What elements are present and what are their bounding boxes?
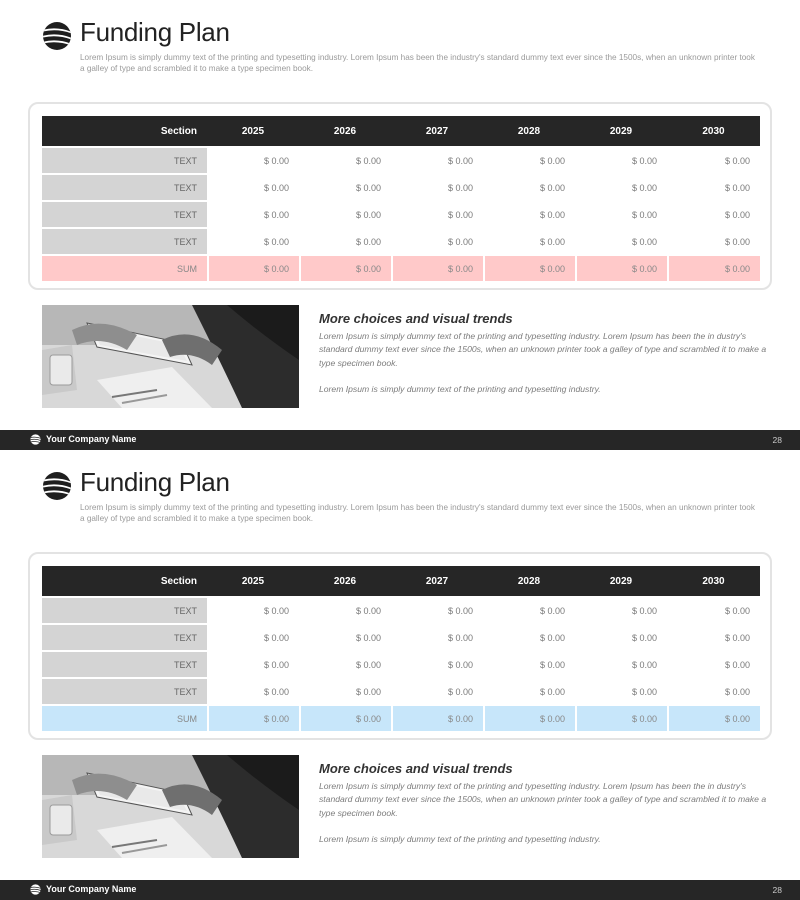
table-cell: $ 0.00 xyxy=(263,236,289,247)
table-cell: $ 0.00 xyxy=(263,686,289,697)
globe-logo-icon xyxy=(30,434,41,445)
table-cell: $ 0.00 xyxy=(447,209,473,220)
table-header-row xyxy=(42,116,760,146)
sum-row xyxy=(42,706,760,731)
row-label: TEXT xyxy=(42,679,207,704)
footer-company-name: Your Company Name xyxy=(46,434,137,444)
sum-cell: $ 0.00 xyxy=(207,706,299,731)
table-cell: $ 0.00 xyxy=(355,182,381,193)
page-subtitle: Lorem Ipsum is simply dummy text of the printing and typesetting industry. Lorem Ipsum has been the industry's standard dummy text ever since the 1500s, when an unknown printer took a galley of type and scrambled it to make a type specimen book. xyxy=(80,503,755,523)
table-cell: $ 0.00 xyxy=(724,686,750,697)
table-cell: $ 0.00 xyxy=(539,632,565,643)
table-cell: $ 0.00 xyxy=(539,236,565,247)
table-cell: $ 0.00 xyxy=(724,659,750,670)
table-row xyxy=(42,202,760,227)
table-cell: $ 0.00 xyxy=(724,155,750,166)
sum-label: SUM xyxy=(42,706,207,731)
table-cell: $ 0.00 xyxy=(263,659,289,670)
header-cell: 2025 xyxy=(207,116,299,146)
body-paragraph: Lorem Ipsum is simply dummy text of the printing and typesetting industry. Lorem Ipsum has been the in dustry's standard dummy text ever since the 1500s, when an unknown printer took a galley of type and scrambled it to make a type specimen book. xyxy=(319,331,767,368)
header-cell: 2028 xyxy=(483,116,575,146)
table-cell: $ 0.00 xyxy=(447,182,473,193)
funding-table xyxy=(42,564,760,733)
table-cell: $ 0.00 xyxy=(263,155,289,166)
body-paragraph: Lorem Ipsum is simply dummy text of the printing and typesetting industry. xyxy=(319,834,601,845)
table-cell: $ 0.00 xyxy=(263,209,289,220)
table-row xyxy=(42,148,760,173)
body-paragraph: Lorem Ipsum is simply dummy text of the printing and typesetting industry. xyxy=(319,384,601,395)
page-subtitle: Lorem Ipsum is simply dummy text of the printing and typesetting industry. Lorem Ipsum has been the industry's standard dummy text ever since the 1500s, when an unknown printer took a galley of type and scrambled it to make a type specimen book. xyxy=(80,53,755,73)
header-cell: 2030 xyxy=(667,116,760,146)
table-cell: $ 0.00 xyxy=(539,605,565,616)
sum-cell: $ 0.00 xyxy=(483,706,575,731)
globe-logo-icon xyxy=(42,471,72,501)
page-number: 28 xyxy=(772,435,782,445)
table-cell: $ 0.00 xyxy=(355,209,381,220)
funding-table-card xyxy=(28,102,772,290)
table-cell: $ 0.00 xyxy=(724,209,750,220)
header-cell: Section xyxy=(42,566,207,596)
table-cell: $ 0.00 xyxy=(631,686,657,697)
table-cell: $ 0.00 xyxy=(631,659,657,670)
table-cell: $ 0.00 xyxy=(263,182,289,193)
table-row xyxy=(42,598,760,623)
sum-cell: $ 0.00 xyxy=(207,256,299,281)
table-cell: $ 0.00 xyxy=(724,182,750,193)
body-paragraph: Lorem Ipsum is simply dummy text of the printing and typesetting industry. Lorem Ipsum has been the in dustry's standard dummy text ever since the 1500s, when an unknown printer took a galley of type and scrambled it to make a type specimen book. xyxy=(319,781,767,818)
business-tablet-photo xyxy=(42,755,299,858)
footer-bar xyxy=(0,430,800,450)
table-cell: $ 0.00 xyxy=(539,182,565,193)
table-cell: $ 0.00 xyxy=(724,632,750,643)
table-row xyxy=(42,175,760,200)
table-cell: $ 0.00 xyxy=(355,155,381,166)
footer-company-name: Your Company Name xyxy=(46,884,137,894)
header-cell: 2028 xyxy=(483,566,575,596)
table-cell: $ 0.00 xyxy=(724,605,750,616)
section-heading: More choices and visual trends xyxy=(319,311,513,326)
table-cell: $ 0.00 xyxy=(447,659,473,670)
text-block xyxy=(319,311,769,397)
table-cell: $ 0.00 xyxy=(631,155,657,166)
table-cell: $ 0.00 xyxy=(447,632,473,643)
page-number: 28 xyxy=(772,885,782,895)
globe-logo-icon xyxy=(42,21,72,51)
sum-cell: $ 0.00 xyxy=(391,256,483,281)
row-label: TEXT xyxy=(42,175,207,200)
table-cell: $ 0.00 xyxy=(631,182,657,193)
table-row xyxy=(42,625,760,650)
table-cell: $ 0.00 xyxy=(355,236,381,247)
table-cell: $ 0.00 xyxy=(263,605,289,616)
funding-table-card xyxy=(28,552,772,740)
sum-cell: $ 0.00 xyxy=(299,706,391,731)
table-header-row xyxy=(42,566,760,596)
table-cell: $ 0.00 xyxy=(447,605,473,616)
header-cell: 2029 xyxy=(575,566,667,596)
table-cell: $ 0.00 xyxy=(631,632,657,643)
globe-logo-icon xyxy=(30,884,41,895)
header-cell: 2030 xyxy=(667,566,760,596)
row-label: TEXT xyxy=(42,148,207,173)
row-label: TEXT xyxy=(42,652,207,677)
sum-cell: $ 0.00 xyxy=(667,706,760,731)
text-block xyxy=(319,761,769,847)
sum-row xyxy=(42,256,760,281)
table-cell: $ 0.00 xyxy=(447,686,473,697)
table-cell: $ 0.00 xyxy=(447,236,473,247)
header-cell: 2026 xyxy=(299,116,391,146)
sum-cell: $ 0.00 xyxy=(575,706,667,731)
header-cell: 2025 xyxy=(207,566,299,596)
header-cell: 2027 xyxy=(391,116,483,146)
table-cell: $ 0.00 xyxy=(724,236,750,247)
page-title: Funding Plan xyxy=(80,17,230,47)
table-cell: $ 0.00 xyxy=(539,686,565,697)
table-cell: $ 0.00 xyxy=(631,236,657,247)
header-cell: Section xyxy=(42,116,207,146)
funding-table xyxy=(42,114,760,283)
sum-cell: $ 0.00 xyxy=(299,256,391,281)
table-cell: $ 0.00 xyxy=(263,632,289,643)
table-cell: $ 0.00 xyxy=(539,659,565,670)
table-cell: $ 0.00 xyxy=(631,209,657,220)
table-cell: $ 0.00 xyxy=(355,686,381,697)
sum-cell: $ 0.00 xyxy=(391,706,483,731)
table-row xyxy=(42,229,760,254)
header-cell: 2029 xyxy=(575,116,667,146)
sum-label: SUM xyxy=(42,256,207,281)
slide-2 xyxy=(0,450,800,900)
table-cell: $ 0.00 xyxy=(539,155,565,166)
header-cell: 2026 xyxy=(299,566,391,596)
table-cell: $ 0.00 xyxy=(539,209,565,220)
page-title: Funding Plan xyxy=(80,467,230,497)
table-cell: $ 0.00 xyxy=(355,659,381,670)
section-heading: More choices and visual trends xyxy=(319,761,513,776)
row-label: TEXT xyxy=(42,598,207,623)
header-cell: 2027 xyxy=(391,566,483,596)
table-cell: $ 0.00 xyxy=(355,605,381,616)
sum-cell: $ 0.00 xyxy=(483,256,575,281)
row-label: TEXT xyxy=(42,229,207,254)
business-tablet-photo xyxy=(42,305,299,408)
footer-bar xyxy=(0,880,800,900)
table-cell: $ 0.00 xyxy=(447,155,473,166)
table-cell: $ 0.00 xyxy=(631,605,657,616)
sum-cell: $ 0.00 xyxy=(667,256,760,281)
table-row xyxy=(42,679,760,704)
row-label: TEXT xyxy=(42,202,207,227)
table-row xyxy=(42,652,760,677)
table-cell: $ 0.00 xyxy=(355,632,381,643)
sum-cell: $ 0.00 xyxy=(575,256,667,281)
row-label: TEXT xyxy=(42,625,207,650)
